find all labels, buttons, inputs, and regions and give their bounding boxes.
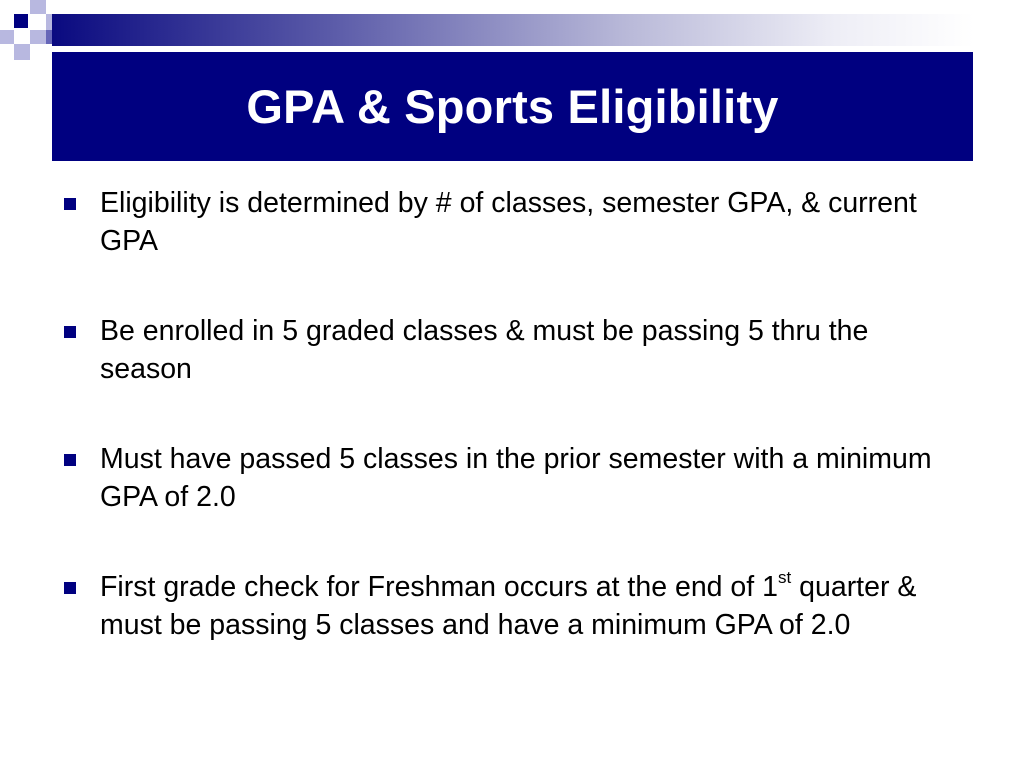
bullet-item	[62, 568, 962, 644]
corner-square	[14, 14, 28, 28]
corner-square	[30, 0, 46, 14]
bullet-text: Be enrolled in 5 graded classes & must be passing 5 thru the season	[100, 315, 869, 385]
bullet-text: Eligibility is determined by # of classes, semester GPA, & current GPA	[100, 187, 917, 257]
square-bullet-icon	[64, 326, 76, 338]
square-bullet-icon	[64, 198, 76, 210]
bullet-text-part: quarter & must be passing 5 classes and have a minimum GPA of 2.0	[100, 571, 917, 641]
title-bar	[52, 52, 973, 161]
ordinal-superscript: st	[777, 567, 792, 587]
bullet-item	[62, 184, 962, 260]
corner-square	[0, 30, 14, 44]
bullet-text: Must have passed 5 classes in the prior semester with a minimum GPA of 2.0	[100, 443, 932, 513]
gradient-header-band	[52, 14, 974, 46]
square-bullet-icon	[64, 582, 76, 594]
bullet-text	[100, 567, 917, 641]
square-bullet-icon	[64, 454, 76, 466]
corner-square	[30, 30, 46, 44]
bullet-list	[62, 184, 962, 696]
bullet-item	[62, 312, 962, 388]
bullet-item	[62, 440, 962, 516]
bullet-text-part: First grade check for Freshman occurs at the end of 1	[100, 571, 778, 603]
corner-square	[14, 44, 30, 60]
slide-title: GPA & Sports Eligibility	[246, 80, 779, 133]
